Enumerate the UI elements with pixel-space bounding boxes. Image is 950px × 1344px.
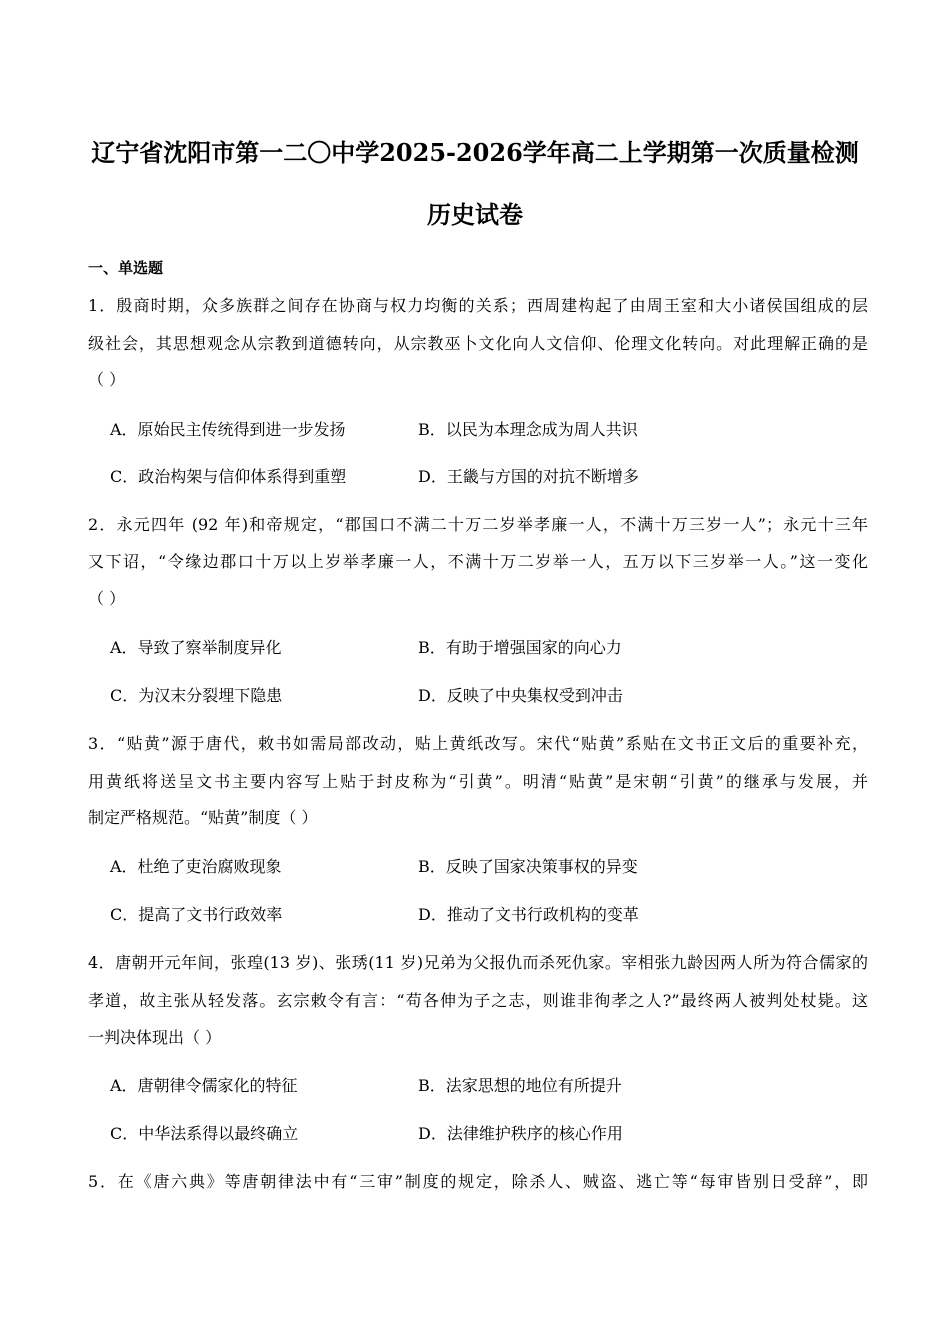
option-d: D．推动了文书行政机构的变革 [418, 905, 639, 924]
option-c: C．政治构架与信仰体系得到重塑 [110, 467, 347, 486]
document-subtitle: 历史试卷 [427, 200, 523, 229]
question-text-line: 用黄纸将送呈文书主要内容写上贴于封皮称为“引黄”。明清“贴黄”是宋朝“引黄”的继承与发展，并 [88, 772, 868, 791]
question-text-line: 一判决体现出（ ） [88, 1028, 222, 1047]
option-a: A．原始民主传统得到进一步发扬 [110, 420, 346, 439]
question-text-line: 又下诏，“令缘边郡口十万以上岁举孝廉一人，不满十万二岁举一人，五万以下三岁举一人。”这一变化 [88, 552, 868, 571]
question-text-line: 级社会，其思想观念从宗教到道德转向，从宗教巫卜文化向人文信仰、伦理文化转向。对此理解正确的是 [88, 334, 868, 353]
option-d: D．王畿与方国的对抗不断增多 [418, 467, 639, 486]
answer-blank: （ ） [88, 370, 126, 389]
question-text-line: 1．殷商时期，众多族群之间存在协商与权力均衡的关系；西周建构起了由周王室和大小诸侯国组成的层 [88, 296, 868, 315]
option-a: A．导致了察举制度异化 [110, 638, 282, 657]
option-b: B．以民为本理念成为周人共识 [418, 420, 638, 439]
question-text-line: 制定严格规范。“贴黄”制度（ ） [88, 808, 318, 827]
option-c: C．为汉末分裂埋下隐患 [110, 686, 283, 705]
option-c: C．提高了文书行政效率 [110, 905, 283, 924]
option-d: D．反映了中央集权受到冲击 [418, 686, 623, 705]
section-header: 一、单选题 [88, 259, 164, 277]
question-text-line: 孝道，故主张从轻发落。玄宗敕令有言：“苟各伸为子之志，则谁非徇孝之人?”最终两人被判处杖毙。这 [88, 991, 868, 1010]
option-b: B．法家思想的地位有所提升 [418, 1076, 622, 1095]
question-text-line: 3．“贴黄”源于唐代，敕书如需局部改动，贴上黄纸改写。宋代“贴黄”系贴在文书正文后的重要补充， [88, 734, 868, 753]
question-text-line: 4．唐朝开元年间，张瑝(13 岁)、张琇(11 岁)兄弟为父报仇而杀死仇家。宰相张九龄因两人所为符合儒家的 [88, 953, 868, 972]
option-b: B．有助于增强国家的向心力 [418, 638, 622, 657]
option-c: C．中华法系得以最终确立 [110, 1124, 299, 1143]
answer-blank: （ ） [88, 589, 126, 608]
option-d: D．法律维护秩序的核心作用 [418, 1124, 623, 1143]
question-text-line: 2．永元四年 (92 年)和帝规定，“郡国口不满二十万二岁举孝廉一人，不满十万三岁一人”；永元十三年 [88, 515, 868, 534]
question-text-line: 5．在《唐六典》等唐朝律法中有“三审”制度的规定，除杀人、贼盗、逃亡等“每审皆别日受辞”，即 [88, 1172, 868, 1191]
option-b: B．反映了国家决策事权的异变 [418, 857, 638, 876]
option-a: A．唐朝律令儒家化的特征 [110, 1076, 298, 1095]
document-title: 辽宁省沈阳市第一二〇中学2025-2026学年高二上学期第一次质量检测 [91, 138, 859, 167]
option-a: A．杜绝了吏治腐败现象 [110, 857, 282, 876]
